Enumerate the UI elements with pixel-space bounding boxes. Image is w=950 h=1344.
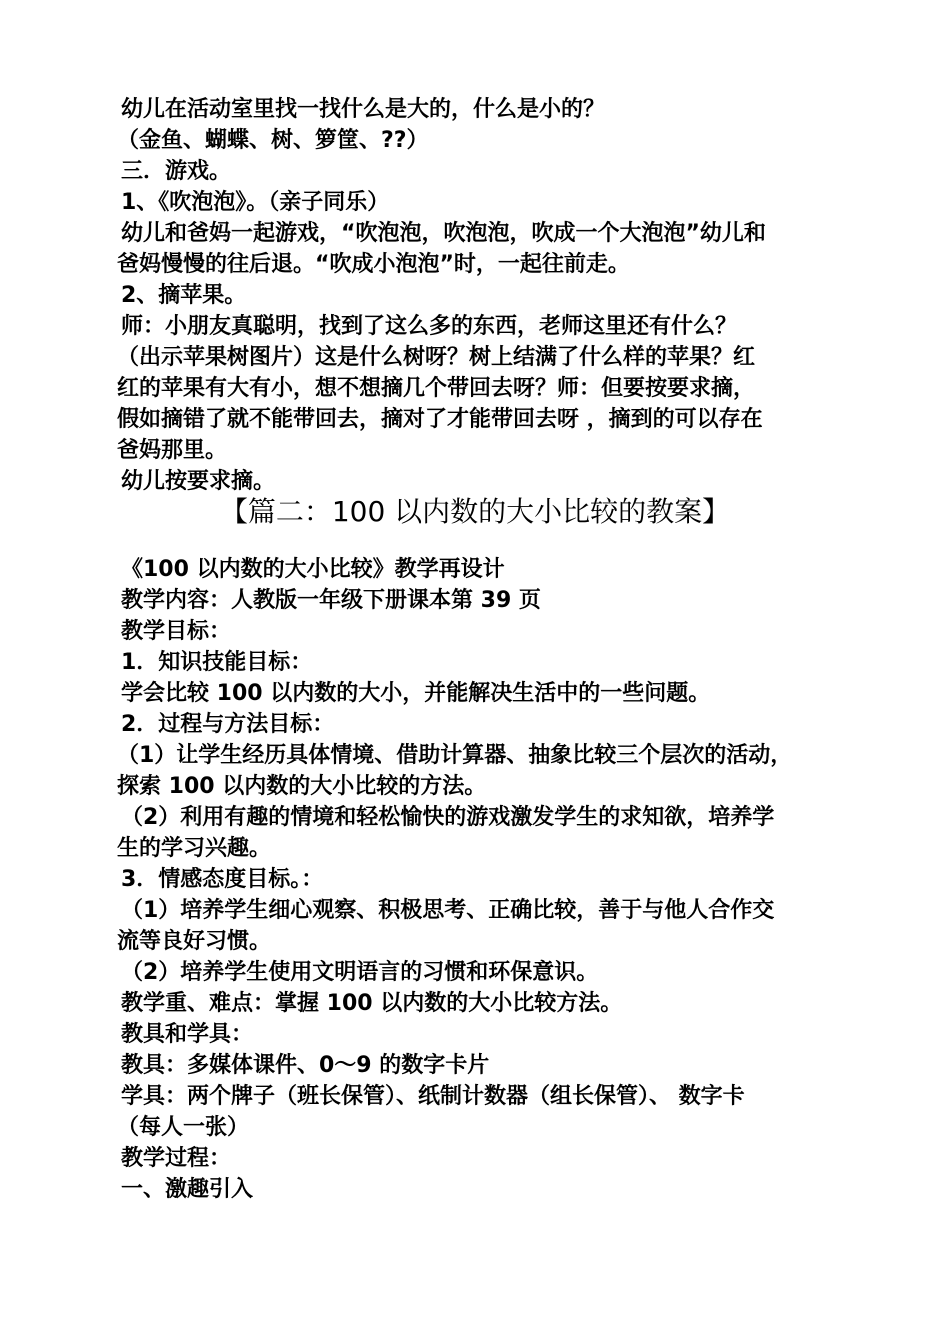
text-line-objective-3-item-1a: （1）培养学生细心观察、积极思考、正确比较，善于与他人合作交 <box>121 898 775 923</box>
text-line-game-desc-2: 爸妈慢慢的往后退。“吹成小泡泡”时，一起往前走。 <box>117 252 630 277</box>
text-line-student-tools: 学具：两个牌子（班长保管）、纸制计数器（组长保管）、 数字卡 <box>121 1084 745 1109</box>
text-line-blow-bubbles: 1、《吹泡泡》。（亲子同乐） <box>121 190 390 215</box>
section-heading: 【篇二：100 以内数的大小比较的教案】 <box>219 495 731 528</box>
text-line-objective-2-item-2b: 生的学习兴趣。 <box>117 836 272 861</box>
text-line-process: 教学过程： <box>121 1146 232 1171</box>
text-line-tools: 教具和学具： <box>121 1022 254 1047</box>
text-line-teacher-2: （出示苹果树图片）这是什么树呀？树上结满了什么样的苹果？红 <box>117 345 756 370</box>
text-line-objective-2: 2．过程与方法目标： <box>121 712 335 737</box>
text-line-pick-apples: 2、摘苹果。 <box>121 283 247 308</box>
text-line-intro: 一、激趣引入 <box>121 1177 254 1202</box>
text-line-objective-2-item-1b: 探索 100 以内数的大小比较的方法。 <box>117 774 487 799</box>
text-line-section-game: 三．游戏。 <box>121 159 232 184</box>
text-line-objective-2-item-1a: （1）让学生经历具体情境、借助计算器、抽象比较三个层次的活动， <box>117 743 793 768</box>
text-line-objective-1: 1．知识技能目标： <box>121 650 313 675</box>
text-line-find-big-small: 幼儿在活动室里找一找什么是大的，什么是小的？ <box>121 97 606 122</box>
text-line-objective-3-item-2: （2）培养学生使用文明语言的习惯和环保意识。 <box>121 960 599 985</box>
text-line-teacher-tools: 教具：多媒体课件、0～9 的数字卡片 <box>121 1053 490 1078</box>
text-line-teacher-1: 师：小朋友真聪明，找到了这么多的东西，老师这里还有什么？ <box>121 314 738 339</box>
text-line-key-points: 教学重、难点：掌握 100 以内数的大小比较方法。 <box>121 991 623 1016</box>
text-line-objectives: 教学目标： <box>121 619 232 644</box>
text-line-teacher-5: 爸妈那里。 <box>117 438 228 463</box>
text-line-lesson-content: 教学内容：人教版一年级下册课本第 39 页 <box>121 588 541 613</box>
text-line-lesson-title: 《100 以内数的大小比较》教学再设计 <box>121 557 505 582</box>
text-line-objective-3-item-1b: 流等良好习惯。 <box>117 929 272 954</box>
text-line-objective-1-desc: 学会比较 100 以内数的大小，并能解决生活中的一些问题。 <box>121 681 711 706</box>
text-line-children-pick: 幼儿按要求摘。 <box>121 469 276 494</box>
text-line-objective-3: 3．情感态度目标。： <box>121 867 324 892</box>
text-line-teacher-4: 假如摘错了就不能带回去，摘对了才能带回去呀 ，摘到的可以存在 <box>117 407 763 432</box>
text-line-objective-2-item-2a: （2）利用有趣的情境和轻松愉快的游戏激发学生的求知欲，培养学 <box>121 805 775 830</box>
text-line-game-desc-1: 幼儿和爸妈一起游戏，“吹泡泡，吹泡泡，吹成一个大泡泡”幼儿和 <box>121 221 766 246</box>
text-line-student-tools-cont: （每人一张） <box>117 1115 250 1140</box>
text-line-examples: （金鱼、蝴蝶、树、箩筐、??） <box>117 128 429 153</box>
text-line-teacher-3: 红的苹果有大有小，想不想摘几个带回去呀？师：但要按要求摘， <box>117 376 756 401</box>
